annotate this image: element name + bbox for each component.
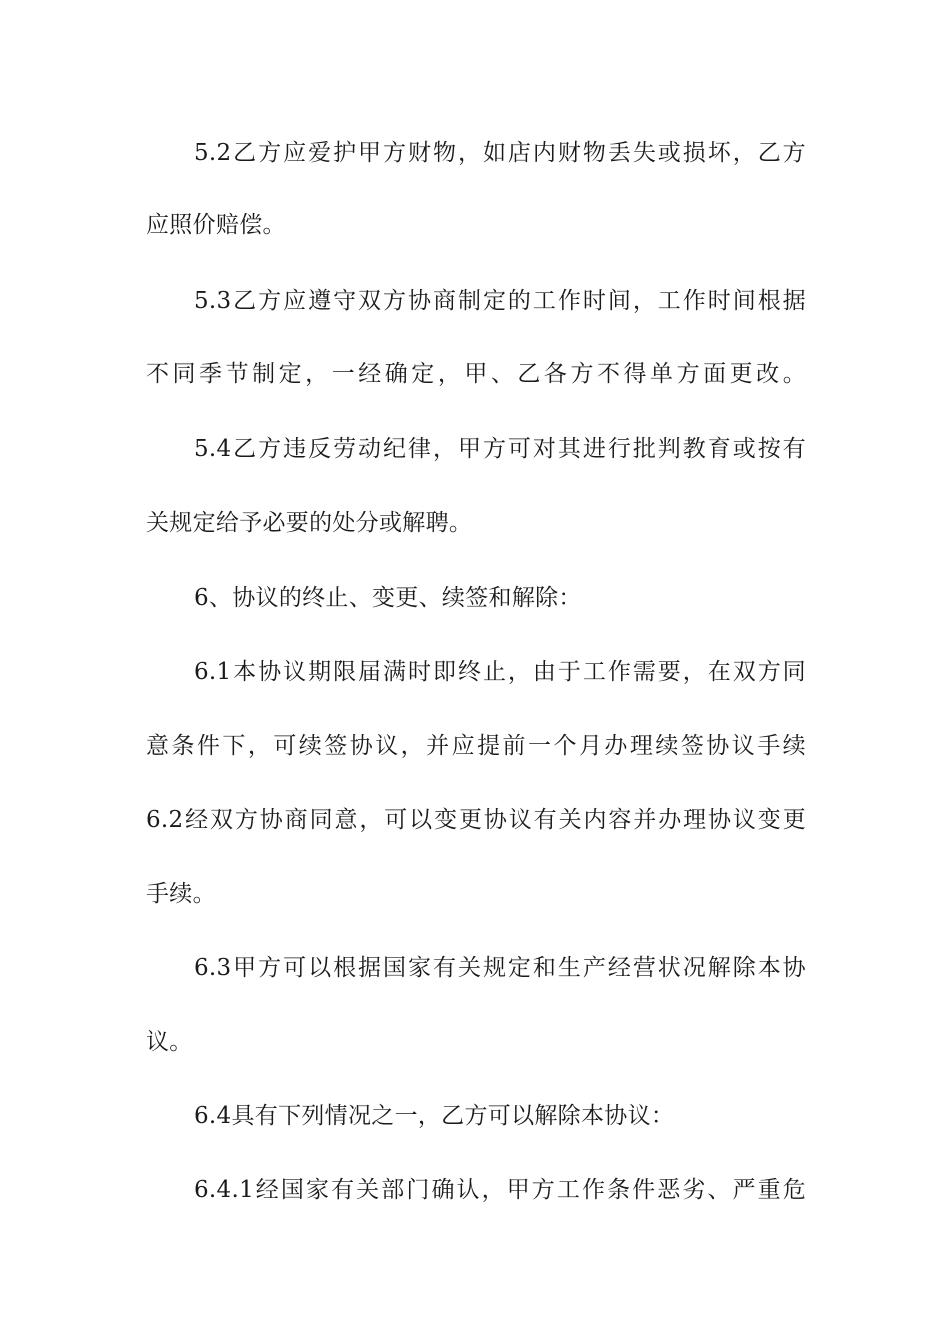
clause-5-3-line-2: 不同季节制定，一经确定，甲、乙各方不得单方面更改。	[146, 361, 806, 387]
section-6-heading: 6、协议的终止、变更、续签和解除：	[194, 585, 582, 611]
clause-6-1-line-2: 意条件下，可续签协议，并应提前一个月办理续签协议手续	[146, 733, 806, 759]
clause-6-3-line-2: 议。	[146, 1029, 193, 1055]
clause-5-3-line-1: 5.3乙方应遵守双方协商制定的工作时间，工作时间根据	[194, 288, 806, 314]
clause-5-4-line-2: 关规定给予必要的处分或解聘。	[146, 510, 473, 536]
clause-6-1-line-1: 6.1本协议期限届满时即终止，由于工作需要，在双方同	[194, 659, 806, 685]
clause-5-4-line-1: 5.4乙方违反劳动纪律，甲方可对其进行批判教育或按有	[194, 436, 806, 462]
clause-6-4: 6.4具有下列情况之一，乙方可以解除本协议：	[194, 1103, 675, 1129]
clause-5-2-line-2: 应照价赔偿。	[146, 212, 286, 238]
clause-5-2-line-1: 5.2乙方应爱护甲方财物，如店内财物丢失或损坏，乙方	[194, 140, 806, 166]
clause-6-2-line-2: 手续。	[146, 881, 216, 907]
clause-6-4-1-line-1: 6.4.1经国家有关部门确认，甲方工作条件恶劣、严重危	[194, 1177, 806, 1203]
clause-6-3-line-1: 6.3甲方可以根据国家有关规定和生产经营状况解除本协	[194, 955, 806, 981]
clause-6-2-line-1: 6.2经双方协商同意，可以变更协议有关内容并办理协议变更	[146, 807, 806, 833]
